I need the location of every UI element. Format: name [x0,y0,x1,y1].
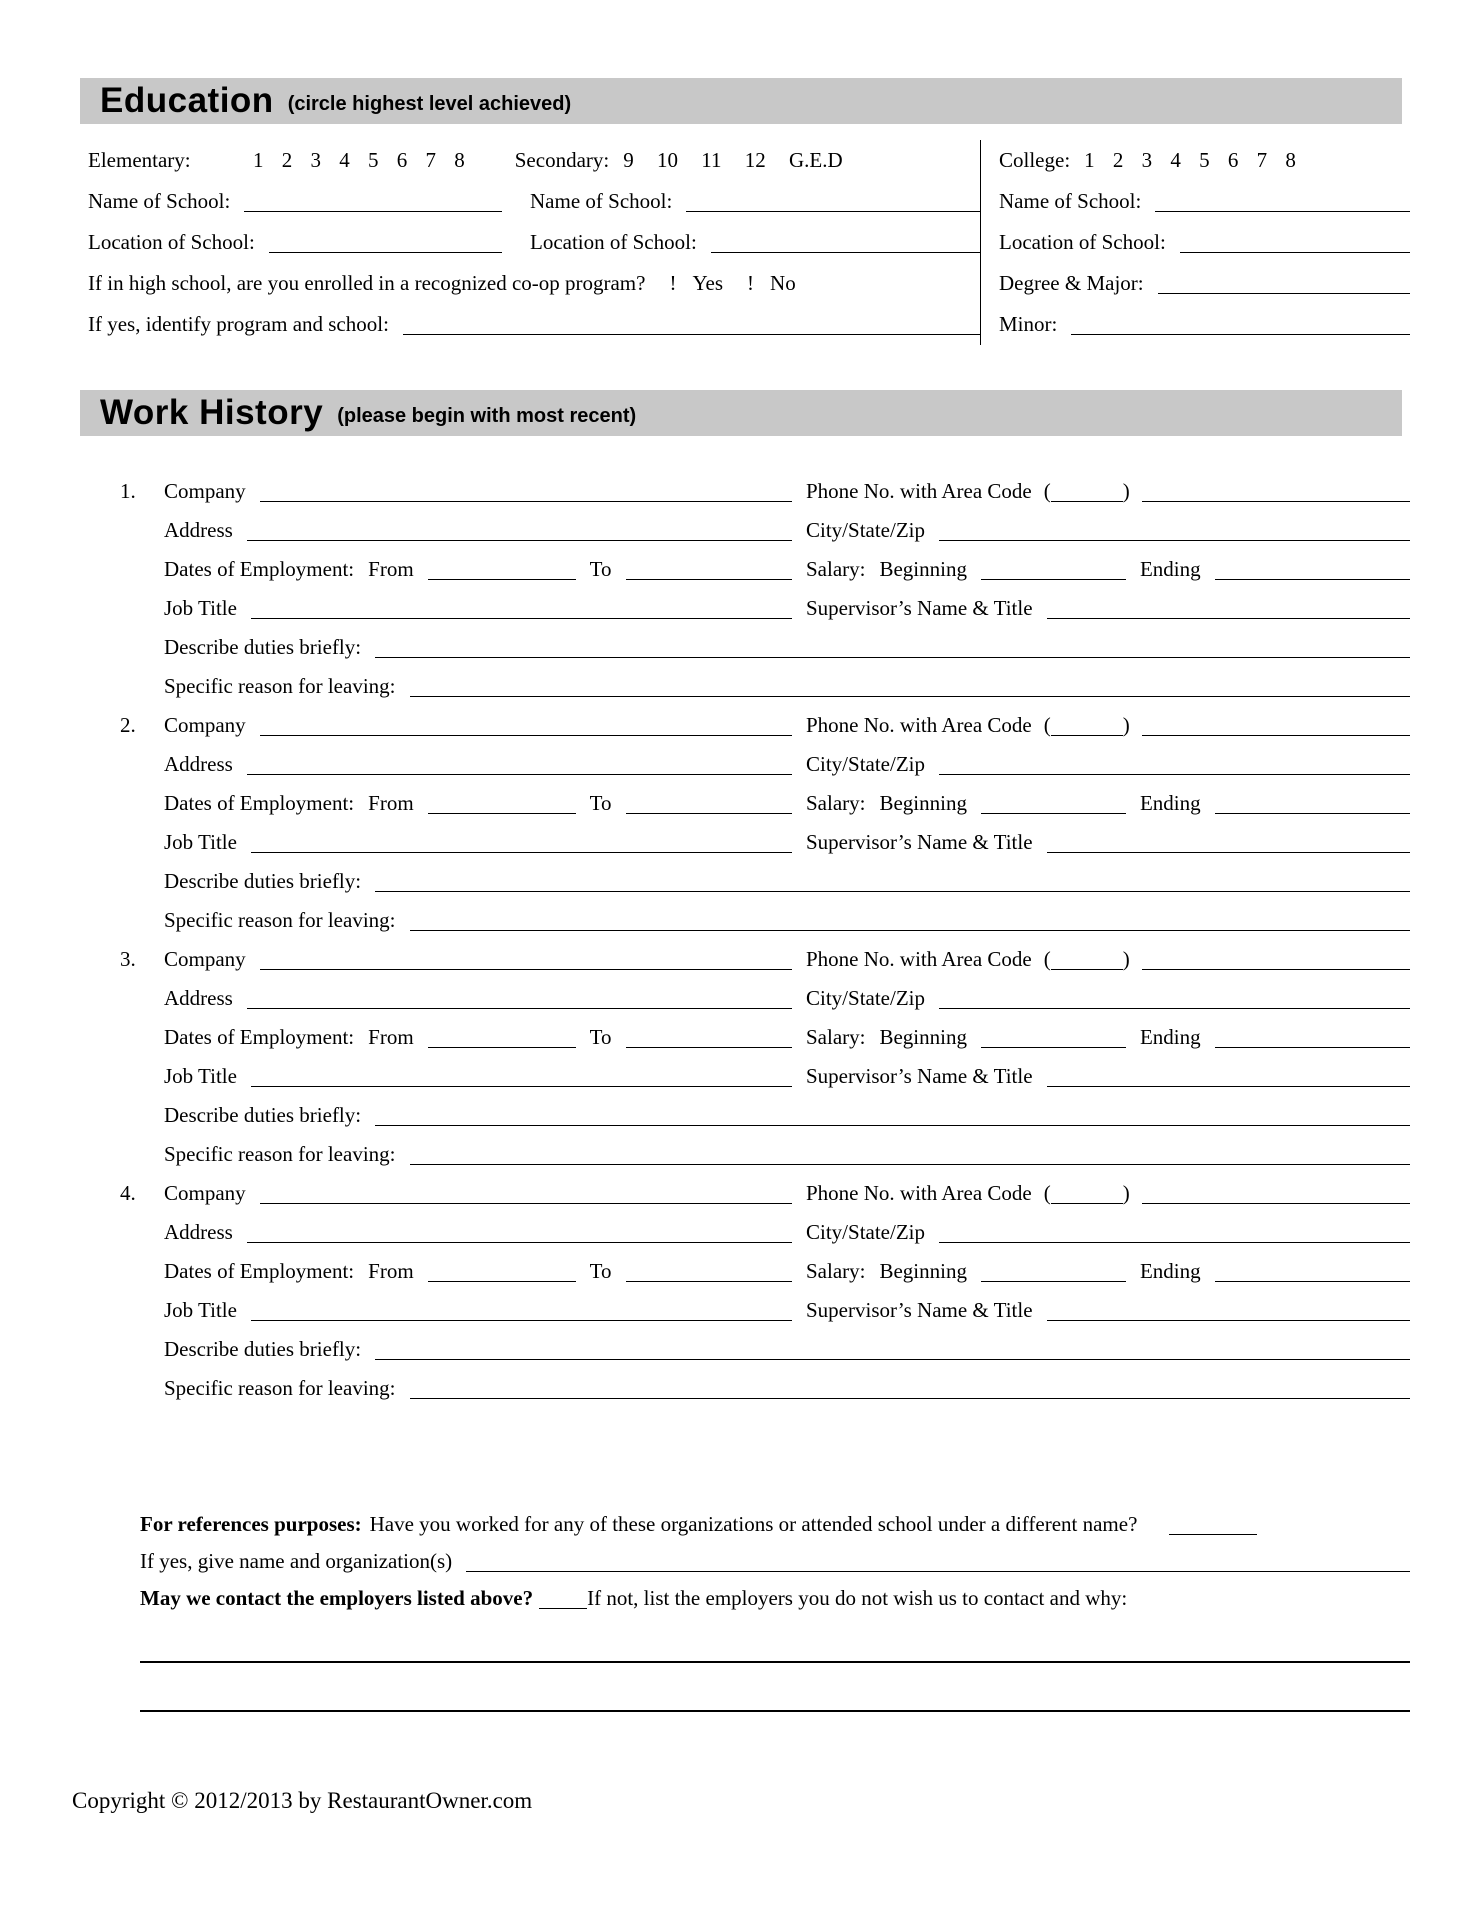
company-row [100,472,1410,511]
supervisor-label: Supervisor’s Name & Title [806,1298,1033,1322]
to-date-field-line[interactable] [626,1047,792,1048]
supervisor-label: Supervisor’s Name & Title [806,596,1033,620]
phone-field-line[interactable] [1142,501,1410,502]
coop-identify-line[interactable] [403,334,980,335]
contact-employers-question: May we contact the employers listed above? [140,1586,534,1610]
dates-label: Dates of Employment: [164,791,355,815]
education-school-name-row [88,181,980,222]
dates-salary-row [100,1252,1410,1291]
college-school-name-label: Name of School: [999,189,1142,213]
phone-label: Phone No. with Area Code [806,479,1032,503]
duties-label: Describe duties briefly: [164,635,362,659]
company-label: Company [164,479,246,503]
ending-salary-field-line[interactable] [1215,813,1410,814]
beginning-salary-field-line[interactable] [981,1281,1126,1282]
education-section-header [80,78,1402,124]
phone-field-line[interactable] [1142,1203,1410,1204]
references-section [140,1506,1410,1617]
college-school-name-line[interactable] [1155,211,1410,212]
city-state-zip-label: City/State/Zip [806,518,925,542]
work-history-subtitle: (please begin with most recent) [337,405,637,427]
duties-field-line[interactable] [375,657,1410,658]
work-entry-4 [100,1174,1410,1408]
address-field-line[interactable] [247,540,792,541]
secondary-school-name-label: Name of School: [530,189,673,213]
if-yes-name-organization-label: If yes, give name and organization(s) [140,1549,453,1573]
city-state-zip-field-line[interactable] [939,1008,1410,1009]
college-school-location-row [999,222,1410,263]
company-field-line[interactable] [260,969,792,970]
duties-label: Describe duties briefly: [164,869,362,893]
job-title-row [100,589,1410,628]
minor-row [999,304,1410,345]
minor-label: Minor: [999,312,1058,336]
company-label: Company [164,1181,246,1205]
address-row [100,511,1410,550]
salary-label: Salary: [806,791,866,815]
coop-identify-label: If yes, identify program and school: [88,312,389,336]
secondary-label: Secondary: [514,148,610,172]
area-code-open-paren: ( [1043,713,1051,737]
secondary-grade-options[interactable]: 9 10 11 12 G.E.D [623,148,843,172]
company-label: Company [164,713,246,737]
address-field-line[interactable] [247,1242,792,1243]
company-field-line[interactable] [260,1203,792,1204]
college-school-location-line[interactable] [1180,252,1410,253]
salary-label: Salary: [806,1025,866,1049]
coop-yes-label: Yes [692,271,724,295]
college-label: College: [999,148,1071,172]
phone-label: Phone No. with Area Code [806,713,1032,737]
from-label: From [368,557,414,581]
duties-field-line[interactable] [375,1359,1410,1360]
education-grades-row [88,140,980,181]
reason-label: Specific reason for leaving: [164,674,396,698]
work-entry-3 [100,940,1410,1174]
duties-label: Describe duties briefly: [164,1337,362,1361]
copyright-notice: Copyright © 2012/2013 by RestaurantOwner.com [72,1788,533,1813]
no-checkbox-icon[interactable]: ! [747,271,755,295]
supervisor-field-line[interactable] [1047,1320,1410,1321]
address-label: Address [164,986,233,1010]
coop-identify-row [88,304,980,345]
job-title-label: Job Title [164,596,237,620]
education-left-column [88,140,980,345]
different-name-question: Have you worked for any of these organizations or attended school under a different name? [369,1512,1138,1536]
address-label: Address [164,752,233,776]
company-field-line[interactable] [260,501,792,502]
address-row [100,745,1410,784]
references-purposes-label: For references purposes: [140,1512,362,1536]
job-title-field-line[interactable] [251,1320,792,1321]
education-section-body [88,140,1410,345]
beginning-salary-field-line[interactable] [981,579,1126,580]
job-title-row [100,1291,1410,1330]
minor-line[interactable] [1071,334,1410,335]
address-label: Address [164,1220,233,1244]
elementary-school-location-label: Location of School: [88,230,255,254]
salary-label: Salary: [806,557,866,581]
from-label: From [368,791,414,815]
job-title-row [100,1057,1410,1096]
college-school-name-row [999,181,1410,222]
beginning-label: Beginning [879,1025,967,1049]
area-code-close-paren: ) [1122,713,1130,737]
area-code-close-paren: ) [1122,1181,1130,1205]
reason-label: Specific reason for leaving: [164,1142,396,1166]
supervisor-field-line[interactable] [1047,1086,1410,1087]
name-organization-field-line[interactable] [466,1571,1410,1572]
to-date-field-line[interactable] [626,1281,792,1282]
area-code-close-paren: ) [1122,947,1130,971]
area-code-field-line[interactable] [1051,501,1123,502]
work-history-entries [100,472,1410,1408]
supervisor-label: Supervisor’s Name & Title [806,830,1033,854]
job-title-label: Job Title [164,1064,237,1088]
area-code-open-paren: ( [1043,479,1051,503]
phone-label: Phone No. with Area Code [806,1181,1032,1205]
city-state-zip-field-line[interactable] [939,774,1410,775]
dates-salary-row [100,550,1410,589]
secondary-school-name-line[interactable] [686,211,980,212]
from-date-field-line[interactable] [428,579,576,580]
reason-field-line[interactable] [410,1164,1411,1165]
salary-label: Salary: [806,1259,866,1283]
education-subtitle: (circle highest level achieved) [287,93,572,115]
do-not-contact-answer-line-1[interactable] [140,1661,1410,1663]
elementary-school-name-label: Name of School: [88,189,231,213]
reason-row [100,1135,1410,1174]
coop-question-label: If in high school, are you enrolled in a recognized co-op program? [88,271,646,295]
company-row [100,1174,1410,1213]
college-column [980,140,1410,345]
work-history-title: Work History [100,393,324,432]
area-code-open-paren: ( [1043,1181,1051,1205]
education-school-location-row [88,222,980,263]
ending-label: Ending [1139,1259,1201,1283]
duties-field-line[interactable] [375,1125,1410,1126]
address-label: Address [164,518,233,542]
from-label: From [368,1259,414,1283]
work-entry-2 [100,706,1410,940]
supervisor-field-line[interactable] [1047,618,1410,619]
phone-field-line[interactable] [1142,969,1410,970]
name-organization-row [140,1543,1410,1580]
entry-number: 2. [120,713,136,737]
to-label: To [589,791,612,815]
contact-employers-answer-line[interactable] [539,1608,587,1609]
area-code-open-paren: ( [1043,947,1051,971]
duties-row [100,628,1410,667]
secondary-school-location-label: Location of School: [530,230,697,254]
college-grades-row [999,140,1410,181]
coop-question-row [88,263,980,304]
address-row [100,1213,1410,1252]
ending-salary-field-line[interactable] [1215,1281,1410,1282]
from-date-field-line[interactable] [428,813,576,814]
ending-salary-field-line[interactable] [1215,579,1410,580]
college-school-location-label: Location of School: [999,230,1166,254]
education-title: Education [100,81,274,120]
job-title-field-line[interactable] [251,852,792,853]
supervisor-field-line[interactable] [1047,852,1410,853]
phone-field-line[interactable] [1142,735,1410,736]
duties-row [100,862,1410,901]
job-title-label: Job Title [164,1298,237,1322]
entry-number: 1. [120,479,136,503]
yes-checkbox-icon[interactable]: ! [669,271,677,295]
reason-row [100,901,1410,940]
company-label: Company [164,947,246,971]
reason-row [100,667,1410,706]
to-label: To [589,1025,612,1049]
work-history-section-header [80,390,1402,436]
city-state-zip-field-line[interactable] [939,540,1410,541]
degree-major-label: Degree & Major: [999,271,1144,295]
coop-no-label: No [770,271,796,295]
from-label: From [368,1025,414,1049]
company-row [100,706,1410,745]
beginning-salary-field-line[interactable] [981,813,1126,814]
job-title-field-line[interactable] [251,618,792,619]
reason-row [100,1369,1410,1408]
city-state-zip-label: City/State/Zip [806,986,925,1010]
beginning-salary-field-line[interactable] [981,1047,1126,1048]
job-title-field-line[interactable] [251,1086,792,1087]
entry-number: 3. [120,947,136,971]
from-date-field-line[interactable] [428,1281,576,1282]
supervisor-label: Supervisor’s Name & Title [806,1064,1033,1088]
dates-salary-row [100,1018,1410,1057]
contact-employers-row [140,1580,1410,1617]
duties-field-line[interactable] [375,891,1410,892]
secondary-school-location-line[interactable] [711,252,980,253]
to-label: To [589,1259,612,1283]
duties-label: Describe duties briefly: [164,1103,362,1127]
degree-major-line[interactable] [1158,293,1410,294]
contact-employers-why-label: If not, list the employers you do not wish us to contact and why: [587,1586,1128,1610]
dates-label: Dates of Employment: [164,557,355,581]
address-field-line[interactable] [247,1008,792,1009]
elementary-school-name-line[interactable] [244,211,502,212]
address-row [100,979,1410,1018]
ending-salary-field-line[interactable] [1215,1047,1410,1048]
work-entry-1 [100,472,1410,706]
reason-label: Specific reason for leaving: [164,1376,396,1400]
elementary-grade-options[interactable]: 1 2 3 4 5 6 7 8 [253,148,465,172]
address-field-line[interactable] [247,774,792,775]
duties-row [100,1330,1410,1369]
reason-label: Specific reason for leaving: [164,908,396,932]
reason-field-line[interactable] [410,1398,1411,1399]
company-field-line[interactable] [260,735,792,736]
job-title-row [100,823,1410,862]
do-not-contact-answer-line-2[interactable] [140,1710,1410,1712]
reason-field-line[interactable] [410,696,1411,697]
area-code-close-paren: ) [1122,479,1130,503]
different-name-row [140,1506,1410,1543]
area-code-field-line[interactable] [1051,735,1123,736]
ending-label: Ending [1139,1025,1201,1049]
dates-label: Dates of Employment: [164,1259,355,1283]
beginning-label: Beginning [879,557,967,581]
to-date-field-line[interactable] [626,579,792,580]
dates-salary-row [100,784,1410,823]
to-date-field-line[interactable] [626,813,792,814]
city-state-zip-label: City/State/Zip [806,752,925,776]
reason-field-line[interactable] [410,930,1411,931]
college-grade-options[interactable]: 1 2 3 4 5 6 7 8 [1084,148,1296,172]
job-title-label: Job Title [164,830,237,854]
city-state-zip-label: City/State/Zip [806,1220,925,1244]
phone-label: Phone No. with Area Code [806,947,1032,971]
duties-row [100,1096,1410,1135]
elementary-label: Elementary: [88,148,191,172]
ending-label: Ending [1139,791,1201,815]
entry-number: 4. [120,1181,136,1205]
from-date-field-line[interactable] [428,1047,576,1048]
different-name-answer-line[interactable] [1169,1534,1257,1535]
area-code-field-line[interactable] [1051,969,1123,970]
ending-label: Ending [1139,557,1201,581]
dates-label: Dates of Employment: [164,1025,355,1049]
degree-major-row [999,263,1410,304]
company-row [100,940,1410,979]
area-code-field-line[interactable] [1051,1203,1123,1204]
to-label: To [589,557,612,581]
city-state-zip-field-line[interactable] [939,1242,1410,1243]
elementary-school-location-line[interactable] [269,252,502,253]
beginning-label: Beginning [879,1259,967,1283]
beginning-label: Beginning [879,791,967,815]
